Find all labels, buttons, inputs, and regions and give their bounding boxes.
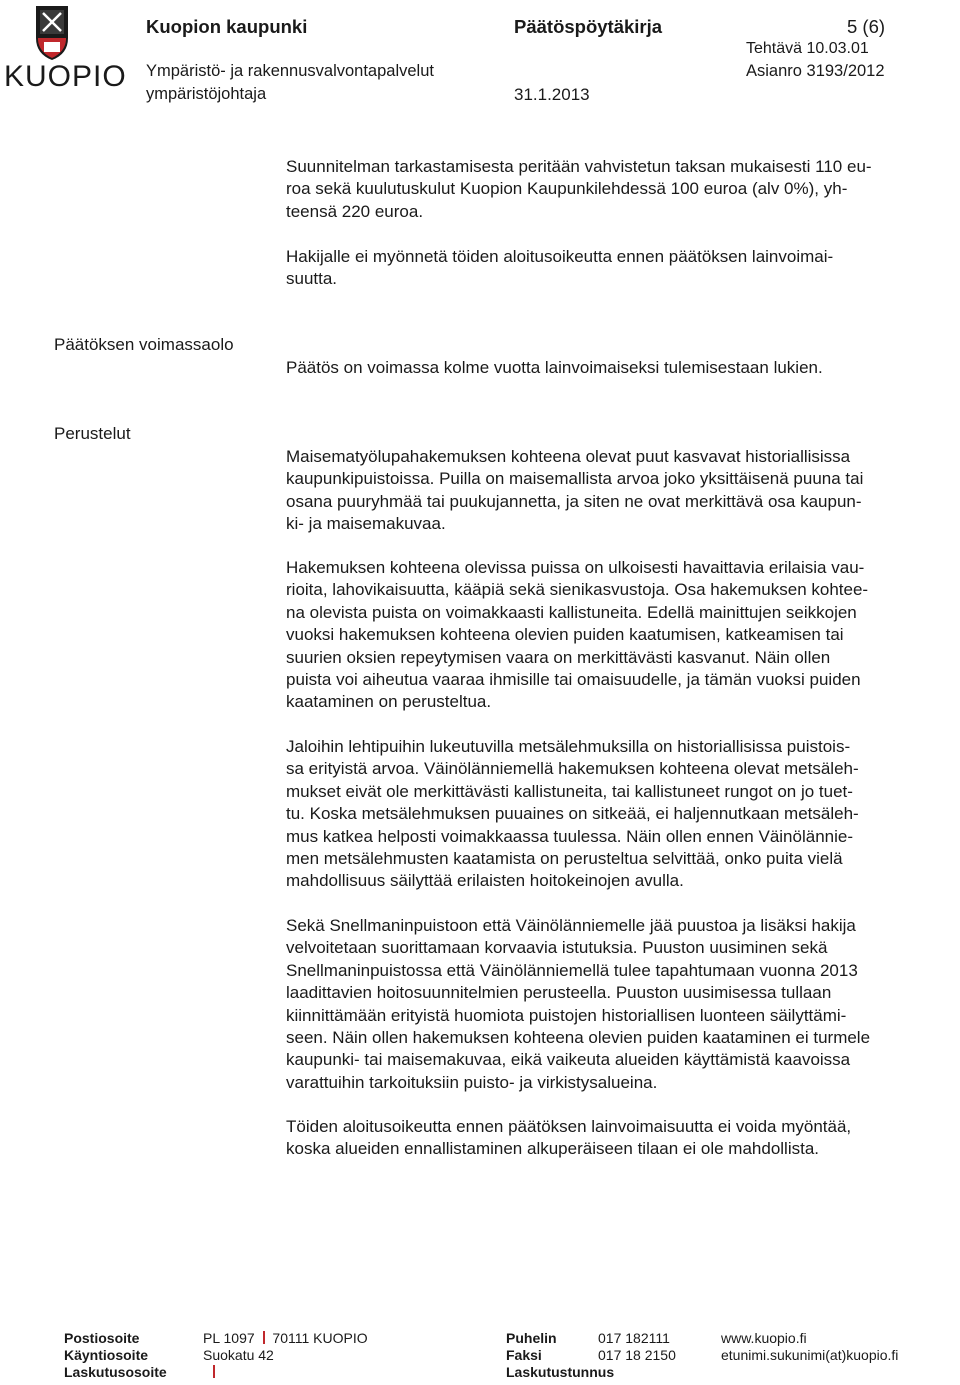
- header-date: 31.1.2013: [514, 85, 590, 104]
- reasons-paragraph-2: Hakemuksen kohteena olevissa puissa on ulkoisesti havaittavia erilaisia vau- rioita, lahovikaisuutta, kääpiä sekä sienikasvustoja. Osa hakemuksen kohtee- na olevista puista on voimakkaasti kallistuneita. Edellä mainittujen seikkojen vuoksi hakemuksen kohteena olevien puiden kaatumisen, katkeamisen tai suurien oksien repeytymisen vaara on merkittävästi kasvanut. Näin ollen puista voi aiheutua vaaraa ihmisille tai omaisuudelle, ja tämän vuoksi puiden kaataminen on perusteltua.: [286, 558, 869, 712]
- validity-text: Päätös on voimassa kolme vuotta lainvoimaiseksi tulemisestaan lukien.: [286, 358, 823, 377]
- logo-text: KUOPIO: [4, 60, 127, 93]
- footer-label-billing-id: Laskutustunnus: [506, 1364, 615, 1380]
- footer-label-billing: Laskutusosoite: [64, 1364, 167, 1380]
- footer-phone: 017 182111: [598, 1330, 670, 1346]
- footer-address-col: [203, 1330, 368, 1381]
- footer-web-col: [721, 1330, 898, 1364]
- reasons-paragraph-3: Jaloihin lehtipuihin lukeutuvilla metsälehmuksilla on historiallisissa puistois- sa erityistä arvoa. Väinölänniemellä hakemuksen kohteena olevat metsäleh- mukset eivät ole merkittävästi kallistuneita, tai kallistuneet rungot on jo tuet- tu. Koska metsälehmuksen puuaines on sitkeää, ei haljennutkaan metsäleh- mus katkea helposti voimakkaassa tuulessa. Näin ollen ennen Väinölännie- men metsälehmusten kaatamista on perusteltua selvittää, onko puita vielä mahdollisuus säilyttää erilaisten hoitokeinojen avulla.: [286, 737, 859, 891]
- footer-separator: [263, 1331, 265, 1344]
- footer-email[interactable]: etunimi.sukunimi(at)kuopio.fi: [721, 1347, 899, 1363]
- header-task: Tehtävä 10.03.01: [746, 40, 869, 57]
- header-case-number: Asianro 3193/2012: [746, 62, 885, 80]
- footer-numbers-col: [598, 1330, 676, 1364]
- footer-fax: 017 18 2150: [598, 1347, 676, 1363]
- footer-label-visit: Käyntiosoite: [64, 1347, 149, 1363]
- header-role: ympäristöjohtaja: [146, 85, 267, 103]
- validity-label: Päätöksen voimassaolo: [54, 335, 234, 354]
- intro-paragraph-1: Suunnitelman tarkastamisesta peritään vahvistetun taksan mukaisesti 110 eu- roa sekä kuulutuskulut Kuopion Kaupunkilehdessä 100 euroa (alv 0%), yh- teensä 220 euroa.: [286, 157, 872, 221]
- kuopio-logo: [2, 4, 127, 93]
- footer-label-phone: Puhelin: [506, 1330, 557, 1346]
- header-department: Ympäristö- ja rakennusvalvontapalvelut: [146, 62, 434, 80]
- footer-po-box: PL 1097: [203, 1330, 255, 1346]
- reasons-paragraph-1: Maisematyölupahakemuksen kohteena olevat puut kasvavat historiallisissa kaupunkipuistoissa. Puilla on maisemallista arvoa joko yksittäisenä puuna tai osana puuryhmää tai puukujannetta, ja siten ne ovat merkittävä osa kaupun- ki- ja maisemakuvaa.: [286, 447, 864, 534]
- intro-paragraph-2: Hakijalle ei myönnetä töiden aloitusoikeutta ennen päätöksen lainvoimai- suutta.: [286, 247, 834, 289]
- footer-separator: [213, 1365, 215, 1378]
- coat-of-arms-icon: [2, 4, 102, 62]
- header-doc-type: Päätöspöytäkirja: [514, 16, 663, 37]
- reasons-paragraph-5: Töiden aloitusoikeutta ennen päätöksen lainvoimaisuutta ei voida myöntää, koska alueiden ennallistaminen alkuperäiseen tilaan ei ole mahdollista.: [286, 1117, 852, 1159]
- footer-website-link[interactable]: www.kuopio.fi: [721, 1330, 807, 1346]
- reasons-label: Perustelut: [54, 424, 131, 443]
- footer-labels-col1: [64, 1330, 167, 1381]
- footer-visit-address: Suokatu 42: [203, 1347, 274, 1363]
- header-page: 5 (6): [847, 16, 886, 37]
- footer-billing-separator: [203, 1364, 368, 1381]
- reasons-paragraph-4: Sekä Snellmaninpuistoon että Väinölänniemelle jää puustoa ja lisäksi hakija velvoitetaan suorittamaan korvaavia istutuksia. Puuston uusiminen sekä Snellmaninpuistossa että Väinölänniemellä tulee tapahtumaan vuonna 2013 laadittavien hoitosuunnitelmien perusteella. Puuston uusimisessa tullaan kiinnittämään erityistä huomiota puistojen historiallisen luonteen säilyttämi- seen. Näin ollen hakemuksen kohteena olevien puiden kaataminen ei turmele kaupunki- tai maisemakuvaa, eikä vaikeuta alueiden käyttämistä kaavoissa varattuihin tarkoituksiin puisto- ja virkistysalueina.: [286, 916, 871, 1092]
- footer-label-postal: Postiosoite: [64, 1330, 140, 1346]
- footer-label-fax: Faksi: [506, 1347, 542, 1363]
- footer-zip: 70111 KUOPIO: [272, 1330, 368, 1346]
- footer-postal-address: [203, 1330, 368, 1347]
- header-org: Kuopion kaupunki: [146, 16, 308, 37]
